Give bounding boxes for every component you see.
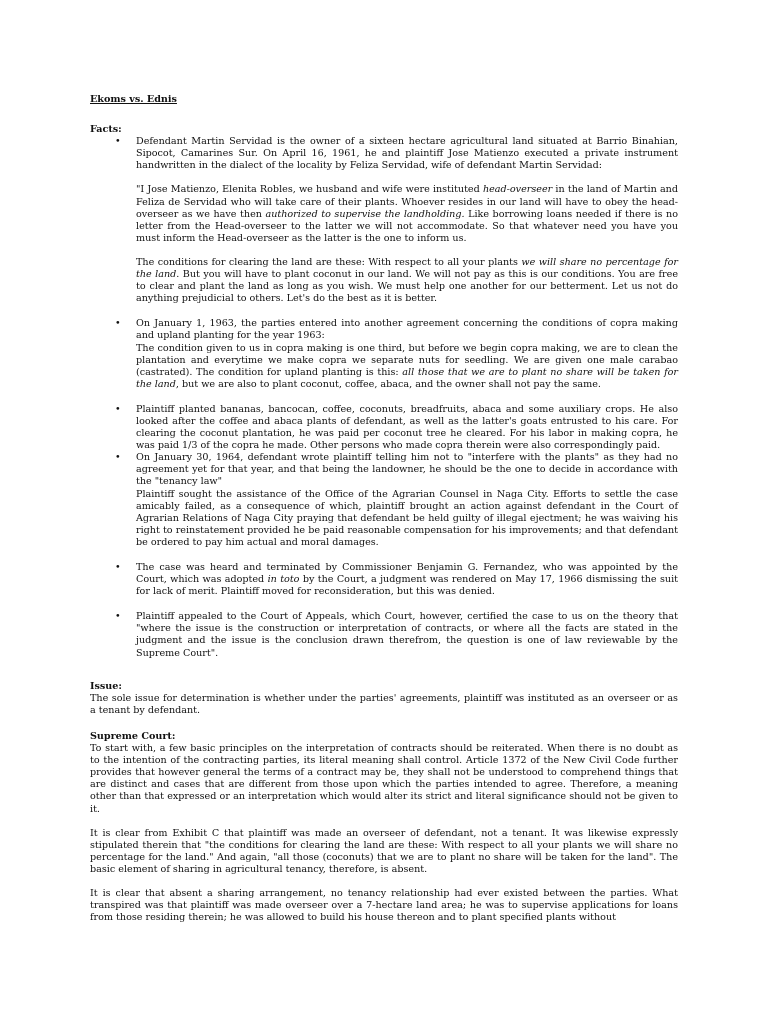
bullet-icon: • — [115, 403, 121, 415]
ruling-paragraph: It is clear from Exhibit C that plaintiff was made an overseer of defendant, not a tenant. It was likewise expressly stipulated therein that "the conditions for clearing the land are these: With respect to all your plants we will share no percentage for the land." And again, "all those (coconuts) that we are to plant no share will be taken for the land". The basic element of sharing in agricultural tenancy, therefore, is absent. — [90, 827, 678, 875]
quoted-conditions: The conditions for clearing the land are these: With respect to all your plants we will share no percentage for the land. But you will have to plant coconut in our land. We will not pay as this is our conditions. You are free to clear and plant the land as long as you wish. We must help one another for our betterment. Let us not do anything prejudicial to others. Let's do the best as it is better. — [136, 256, 679, 305]
fact-item — [90, 452, 678, 549]
bullet-icon: • — [115, 562, 121, 573]
case-title: Ekoms vs. Ednis — [90, 94, 177, 105]
fact-paragraph: The condition given to us in copra making is one third, but before we begin copra making, we are to clean the plantation and everytime we make copra we separate nuts for seedling. We are given one male carabao (castrated). The condition for upland planting is this: all those that we are to plant no share will be taken for the land, but we are also to plant coconut, coffee, abaca, and the owner shall not pay the same. — [136, 342, 679, 390]
fact-item — [90, 136, 678, 305]
fact-item — [90, 318, 678, 391]
fact-item — [90, 404, 678, 452]
fact-paragraph: On January 30, 1964, defendant wrote plaintiff telling him not to "interfere with the plants" as they had no agreement yet for that year, and that being the landowner, he should be the one to decide in accordance with the "tenancy law" — [136, 452, 678, 488]
fact-item — [90, 611, 678, 659]
ruling-paragraph: To start with, a few basic principles on the interpretation of contracts should be reiterated. When there is no doubt as to the intention of the contracting parties, its literal meaning shall control. Article 1372 of the New Civil Code further provides that however general the terms of a contract may be, they shall not be understood to comprehend things that are distinct and cases that are different from those upon which the parties intended to agree. Therefore, a meaning other than that expressed or an interpretation which would alter its strict and literal significance should not be given to it. — [90, 743, 678, 815]
fact-paragraph: Plaintiff sought the assistance of the Office of the Agrarian Counsel in Naga City. Efforts to settle the case amicably failed, as a consequence of which, plaintiff brought an action against defendant in the Court of Agrarian Relations of Naga City praying that defendant be held guilty of illegal ejectment; he was waiving his right to reinstatement provided he be paid reasonable compensation for his improvements; and that defendant be ordered to pay him actual and moral damages. — [136, 488, 678, 548]
ruling-paragraph: It is clear that absent a sharing arrangement, no tenancy relationship had ever existed between the parties. What transpired was that plaintiff was made overseer over a 7-hectare land area; he was to supervise applications for loans from those residing therein; he was allowed to build his house thereon and to plant specified plants without — [90, 887, 678, 924]
fact-paragraph: Plaintiff planted bananas, bancocan, coffee, coconuts, breadfruits, abaca and some auxiliary crops. He also looked after the coffee and abaca plants of defendant, as well as the latter's goats entrusted to his care. For clearing the coconut plantation, he was paid per coconut tree he cleared. For his labor in making copra, he was paid 1/3 of the copra he made. Other persons who made copra therein were also correspondingly paid. — [136, 403, 678, 452]
bullet-icon: • — [115, 318, 121, 330]
issue-text: The sole issue for determination is whether under the parties' agreements, plaintiff was instituted as an overseer or as a tenant by defendant. — [90, 692, 678, 716]
bullet-icon: • — [115, 136, 121, 148]
fact-paragraph: Defendant Martin Servidad is the owner of a sixteen hectare agricultural land situated at Barrio Binahian, Sipocot, Camarines Sur. On April 16, 1961, he and plaintiff Jose Matienzo executed a private instrument handwritten in the dialect of the locality by Feliza Servidad, wife of defendant Martin Servidad: — [136, 136, 678, 172]
bullet-icon: • — [115, 452, 121, 464]
supreme-court-heading: Supreme Court: — [90, 730, 176, 742]
bullet-icon: • — [115, 611, 121, 623]
facts-heading: Facts: — [90, 124, 122, 136]
fact-item — [90, 562, 678, 598]
fact-paragraph: On January 1, 1963, the parties entered into another agreement concerning the conditions of copra making and upland planting for the year 1963: — [136, 318, 678, 342]
issue-heading: Issue: — [90, 680, 122, 692]
facts-list — [90, 136, 678, 659]
fact-paragraph: The case was heard and terminated by Commissioner Benjamin G. Fernandez, who was appointed by the Court, which was adopted in toto by the Court, a judgment was rendered on May 17, 1966 dismissing the suit for lack of merit. Plaintiff moved for reconsideration, but this was denied. — [136, 562, 679, 598]
quoted-agreement: "I Jose Matienzo, Elenita Robles, we husband and wife were instituted head-overseer in the land of Martin and Feliza de Servidad who will take care of their plants. Whoever resides in our land will have to obey the head-overseer as we have then authorized to supervise the landholding. Like borrowing loans needed if there is no letter from the Head-overseer to the latter we will not accommodate. So that whatever need you have you must inform the Head-overseer as the latter is the one to inform us. — [136, 184, 678, 244]
fact-paragraph: Plaintiff appealed to the Court of Appeals, which Court, however, certified the case to us on the theory that "where the issue is the construction or interpretation of contracts, or where all the facts are stated in the judgment and the issue is the conclusion drawn therefrom, the question is one of law reviewable by the Supreme Court". — [136, 611, 678, 659]
